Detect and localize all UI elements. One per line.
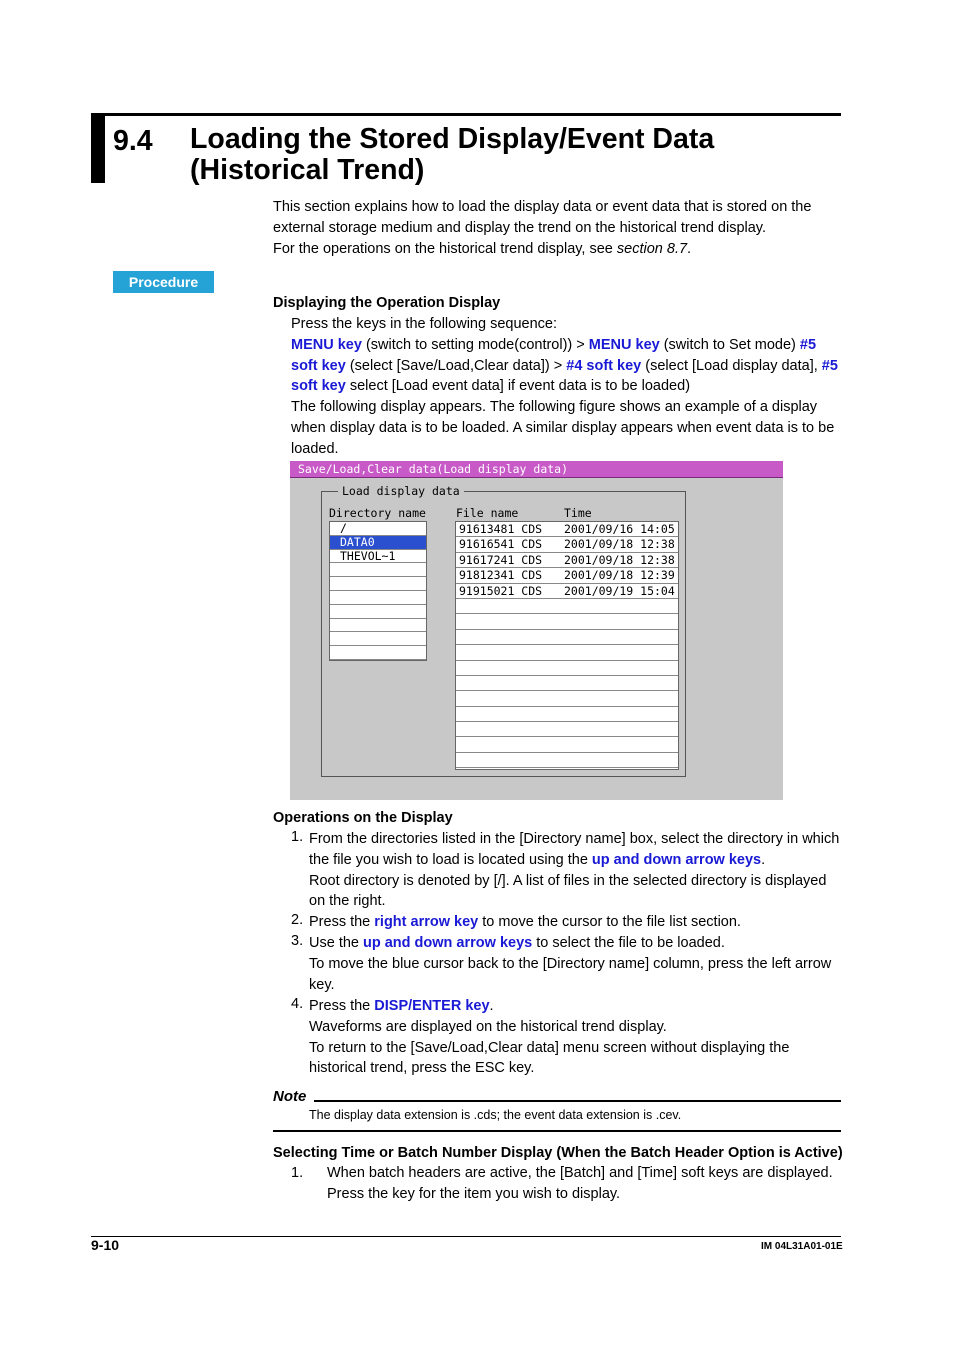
soft-key-5: #5 (821, 357, 838, 374)
load-display-screen (290, 461, 783, 800)
file-time: 2001/09/19 15:04 (564, 583, 675, 598)
panel-label: Load display data (338, 485, 464, 498)
file-item[interactable] (456, 614, 678, 629)
footer-rule (91, 1236, 841, 1237)
file-item[interactable] (456, 676, 678, 691)
soft-key-5: #5 (799, 336, 817, 353)
batch-step-1: When batch headers are active, the [Batch] and [Time] soft keys are displayed. Press the key for the item you wish to display. (327, 1165, 833, 1202)
file-name-header: File name (456, 506, 519, 520)
file-item[interactable] (456, 522, 678, 537)
file-item[interactable] (456, 645, 678, 660)
section-title-line1: Loading the Stored Display/Event Data (190, 123, 715, 155)
displaying-body: Press the keys in the following sequence: MENU key (switch to setting mode(control)) > MENU key (switch to Set mode) #5 soft key (select [Save/Load,Clear data]) > #4 soft key (select [Load display data], #5 soft key select [Load event data] if event data is to be loaded) The following display appears. The following figure shows an example of a display when display data is to be loaded. A similar display appears when event data is to be loaded. (291, 316, 838, 457)
file-item[interactable] (456, 568, 678, 583)
note-bottom-rule (273, 1130, 841, 1132)
file-name: 91915021 CDS (459, 583, 543, 598)
directory-item[interactable] (330, 563, 426, 577)
file-time: 2001/09/16 14:05 (564, 522, 675, 536)
file-item[interactable] (456, 584, 678, 599)
right-arrow-key: right arrow key (374, 914, 479, 930)
intro-line: For the operations on the historical trend display, see section 8.7. (273, 241, 692, 257)
directory-item[interactable] (330, 619, 426, 633)
document-code: IM 04L31A01-01E (761, 1241, 843, 1252)
file-item[interactable] (456, 630, 678, 645)
file-item[interactable] (456, 599, 678, 614)
file-name: 91812341 CDS (459, 568, 543, 583)
arrow-keys: up and down arrow keys (363, 935, 533, 951)
directory-item[interactable] (330, 646, 426, 660)
file-item[interactable] (456, 737, 678, 752)
file-list[interactable] (455, 521, 679, 770)
directory-item[interactable] (330, 605, 426, 619)
section-title (190, 124, 714, 186)
intro-line: external storage medium and display the trend on the historical trend display. (273, 220, 767, 236)
note-label: Note (273, 1088, 307, 1105)
soft-key-4: #4 soft key (566, 357, 642, 374)
step-2: Press the right arrow key to move the cursor to the file list section. (309, 914, 741, 930)
file-item[interactable] (456, 707, 678, 722)
file-time: 2001/09/18 12:38 (564, 537, 675, 552)
arrow-keys: up and down arrow keys (591, 851, 762, 868)
file-item[interactable] (456, 537, 678, 552)
batch-heading: Selecting Time or Batch Number Display (When the Batch Header Option is Active) (273, 1145, 843, 1161)
directory-item[interactable]: DATA0 (330, 536, 426, 550)
file-item[interactable] (456, 753, 678, 768)
file-name: 91613481 CDS (459, 522, 543, 536)
file-name: 91616541 CDS (459, 537, 543, 552)
section-reference: section 8.7 (616, 241, 688, 257)
procedure-badge: Procedure (113, 271, 214, 293)
menu-key: MENU key (291, 336, 362, 353)
directory-item[interactable]: THEVOL~1 (330, 550, 426, 564)
intro-line: This section explains how to load the display data or event data that is stored on the (273, 199, 812, 215)
step-1: From the directories listed in the [Directory name] box, select the directory in which the file you wish to load is located using the up and down arrow keys. Root directory is denoted by [/]. A list of files in the selected directory is displayed on the right. (309, 831, 840, 910)
directory-list[interactable] (329, 521, 427, 661)
menu-key: MENU key (588, 336, 660, 353)
section-number: 9.4 (113, 125, 153, 157)
directory-item[interactable] (330, 577, 426, 591)
file-item[interactable] (456, 661, 678, 676)
directory-item[interactable] (330, 591, 426, 605)
file-time: 2001/09/18 12:39 (564, 568, 675, 583)
directory-item[interactable]: / (330, 522, 426, 536)
intro-paragraph (273, 197, 843, 260)
section-side-bar (91, 113, 105, 183)
page-number: 9-10 (91, 1237, 120, 1253)
directory-item[interactable] (330, 632, 426, 646)
screen-title-bar: Save/Load,Clear data(Load display data) (290, 461, 783, 478)
step-4: Press the DISP/ENTER key. Waveforms are displayed on the historical trend display. To return to the [Save/Load,Clear data] menu screen without displaying the historical trend, press the ESC key. (309, 998, 790, 1077)
step-3: Use the up and down arrow keys to select the file to be loaded. To move the blue cursor back to the [Directory name] column, press the left arrow key. (309, 935, 832, 993)
operations-heading: Operations on the Display (273, 810, 453, 826)
file-time: 2001/09/18 12:38 (564, 552, 675, 567)
file-item[interactable] (456, 722, 678, 737)
file-name: 91617241 CDS (459, 552, 543, 567)
time-header: Time (564, 506, 592, 520)
file-item[interactable] (456, 553, 678, 568)
directory-header: Directory name (329, 506, 426, 520)
note-text: The display data extension is .cds; the event data extension is .cev. (309, 1108, 682, 1122)
section-top-rule (91, 113, 841, 116)
file-item[interactable] (456, 691, 678, 706)
section-title-line2: (Historical Trend) (190, 154, 425, 186)
disp-enter-key: DISP/ENTER key (374, 998, 490, 1014)
displaying-heading: Displaying the Operation Display (273, 295, 501, 311)
note-rule (314, 1100, 841, 1102)
